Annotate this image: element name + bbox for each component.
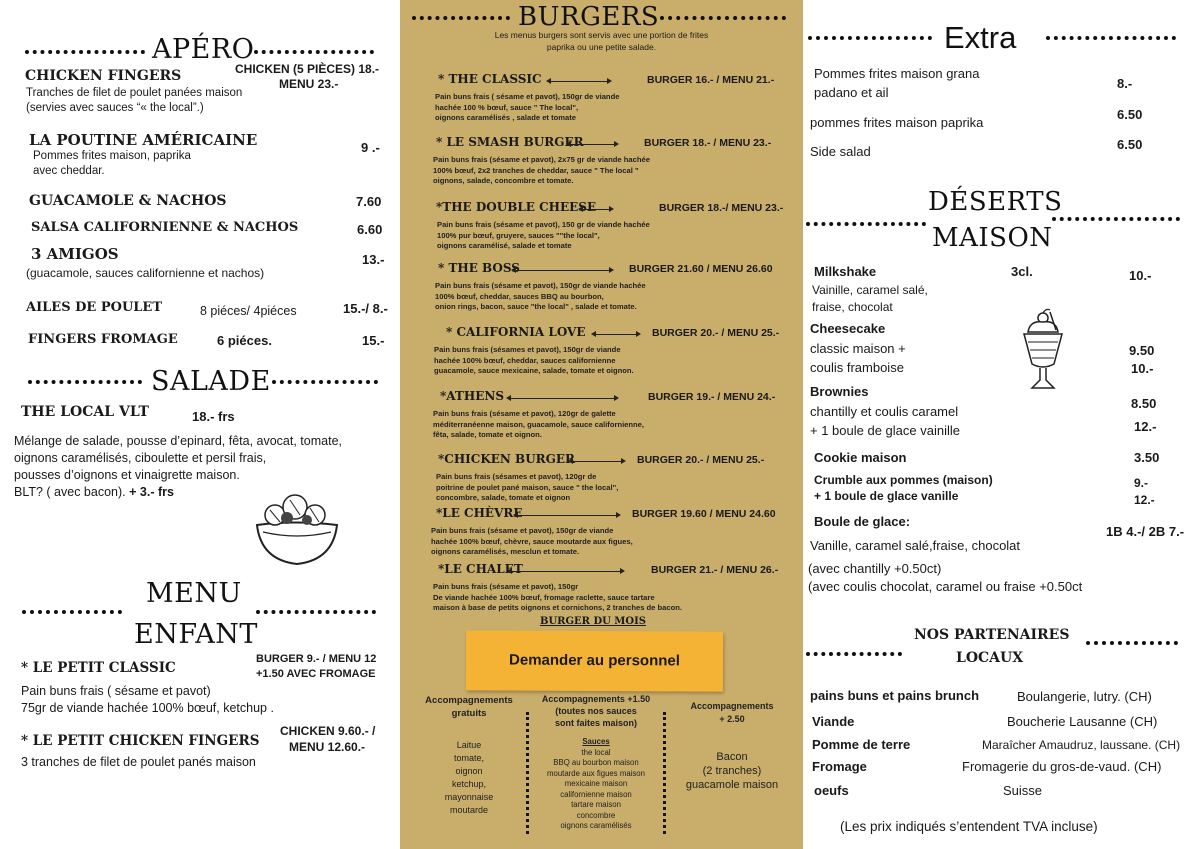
item-price: 6.60 <box>357 222 383 237</box>
item-qty: 8 piéces/ 4piéces <box>200 304 297 318</box>
item-desc: fraise, chocolat <box>812 300 893 314</box>
tva-note: (Les prix indiqués s’entendent TVA incluse) <box>840 819 1098 834</box>
burger-desc: maison à base de petits oignons et cornichons, 2 tranches de bacon. <box>433 603 682 612</box>
menu-enfant-title: MENU <box>146 578 242 609</box>
item-name: LA POUTINE AMÉRICAINE <box>29 131 258 149</box>
double-arrow-icon <box>572 461 622 462</box>
acc-item: moutarde aux figues maison <box>547 768 645 778</box>
partner-value: Boulangerie, lutry. (CH) <box>1017 689 1152 704</box>
acc-item: tartare maison <box>571 800 621 809</box>
acc-item: oignons caramélisés <box>560 821 632 830</box>
item-name: * LE PETIT CHICKEN FINGERS <box>21 733 260 749</box>
item-price: MENU 23.- <box>279 77 339 91</box>
burger-desc: hachée 100% bœuf, cheddar, sauces californienne <box>434 355 616 365</box>
divider <box>28 380 142 384</box>
burger-name: *LE CHÈVRE <box>436 506 523 520</box>
burger-desc: 100% bœuf, cheddar, sauces BBQ au bourbon, <box>435 291 604 301</box>
item-desc: Tranches de filet de poulet panées maison <box>26 87 243 99</box>
item-price: 13.- <box>362 252 385 267</box>
divider <box>22 610 122 614</box>
item-size: 3cl. <box>1011 264 1033 279</box>
divider <box>256 610 376 614</box>
apero-title: APÉRO <box>152 34 255 65</box>
item-price: 8.50 <box>1131 396 1157 411</box>
burger-name: * THE CLASSIC <box>438 72 542 86</box>
divider <box>1046 36 1176 40</box>
item-price: 12.- <box>1134 419 1157 434</box>
burger-desc: Pain buns frais (sésame et pavot), 120gr de galette <box>433 409 616 418</box>
acc-item: concombre <box>576 810 616 820</box>
double-arrow-icon <box>550 81 608 82</box>
burger-desc: Pain buns frais (sésame et pavot), 150 gr de viande hachée <box>437 220 650 229</box>
burger-desc: guacamole, sauce mexicaine, salade, tomate et oignon. <box>434 366 634 375</box>
partner-key: Viande <box>812 714 855 729</box>
divider <box>1052 217 1180 221</box>
burger-price: BURGER 19.60 / MENU 24.60 <box>632 508 776 520</box>
partenaires-title: LOCAUX <box>956 650 1024 666</box>
divider <box>412 16 510 20</box>
blt-text: BLT? ( avec bacon). <box>14 485 126 499</box>
deserts-title: DÉSERTS <box>928 187 1063 217</box>
partner-key: oeufs <box>814 783 849 798</box>
burgers-title: BURGERS <box>518 2 660 32</box>
acc-title: Accompagnements <box>425 695 513 706</box>
item-desc: 75gr de viande hachée 100% bœuf, ketchup . <box>21 701 274 715</box>
item-price: BURGER 9.- / MENU 12 <box>256 653 377 665</box>
burger-name: *CHICKEN BURGER <box>438 452 575 466</box>
item-name: Crumble aux pommes (maison) <box>814 473 993 487</box>
blt-extra: + 3.- frs <box>129 485 174 499</box>
partner-key: Pomme de terre <box>812 737 911 752</box>
acc-item: tomate, <box>453 753 484 763</box>
acc-col2-list <box>530 737 662 832</box>
item-name: Cookie maison <box>814 450 907 465</box>
burgers-panel <box>400 0 803 849</box>
acc-item: moutarde <box>449 805 489 815</box>
burger-desc: Pain buns frais (sésames et pavot), 120gr de <box>436 472 597 481</box>
divider <box>663 712 666 834</box>
item-price: 9.- <box>1134 476 1149 490</box>
burger-desc: oignons caramélisés, mesclun et tomate. <box>431 547 580 556</box>
item-price: 18.- frs <box>192 409 235 424</box>
item-name: GUACAMOLE & NACHOS <box>29 193 227 209</box>
acc-item: ketchup, <box>451 779 487 789</box>
item-price: 3.50 <box>1134 450 1160 465</box>
item-price: 15.- <box>362 333 385 348</box>
divider <box>808 36 932 40</box>
item-desc: Pommes frites maison, paprika <box>33 150 191 162</box>
item-desc: avec cheddar. <box>33 165 105 177</box>
burger-desc: Pain buns frais (sésame et pavot), 150gr de viande hachée <box>435 281 646 290</box>
acc-col2-title <box>530 693 662 729</box>
acc-title: sont faites maison) <box>554 718 637 728</box>
burger-desc: concombre, salade, tomate et oignon <box>436 493 571 502</box>
burger-desc: poitrine de poulet pané maison, sauce " the local", <box>436 482 619 492</box>
item-desc: + 1 boule de glace vainille <box>810 423 960 438</box>
item-desc: (servies avec sauces “« the local”.) <box>26 102 204 114</box>
item-desc <box>14 484 174 501</box>
menu-enfant-title: ENFANT <box>134 619 258 650</box>
burger-desc: 100% bœuf, 2x2 tranches de cheddar, sauce " The local " <box>433 165 639 175</box>
burger-desc: hachée 100 % bœuf, sauce " The local", <box>435 102 579 112</box>
item-desc: Vainille, caramel salé, <box>812 283 928 297</box>
burger-name: * CALIFORNIA LOVE <box>446 325 586 339</box>
item-price: 6.50 <box>1117 107 1143 122</box>
demander-banner: Demander au personnel <box>466 630 723 691</box>
burgers-subtitle: paprika ou une petite salade. <box>546 42 657 52</box>
burger-desc: oignons caramélisés , salade et tomate <box>435 113 576 122</box>
item-desc: coulis framboise <box>810 360 904 375</box>
burger-name: *LE CHALET <box>438 562 523 576</box>
item-price: MENU 12.60.- <box>289 740 366 754</box>
item-price: 10.- <box>1129 268 1152 283</box>
item-desc: (avec coulis chocolat, caramel ou fraise +0.50ct <box>808 579 1083 594</box>
acc-title: Accompagnements +1.50 <box>541 694 651 704</box>
item-desc: (avec chantilly +0.50ct) <box>808 561 942 576</box>
burger-price: BURGER 16.- / MENU 21.- <box>647 74 775 86</box>
item-name: * LE PETIT CLASSIC <box>21 660 176 676</box>
acc-title: gratuits <box>451 708 487 719</box>
item-desc: oignons caramélisés, ciboulette et persil frais, <box>14 451 267 465</box>
sundae-icon <box>1020 308 1066 392</box>
burger-price: BURGER 21.- / MENU 26.- <box>651 564 779 576</box>
item-desc: (guacamole, sauces californienne et nachos) <box>26 266 265 280</box>
divider <box>272 380 378 384</box>
burger-desc: méditerranéenne maison, guacamole, sauce californienne, <box>433 419 645 429</box>
acc-item: californienne maison <box>560 789 632 799</box>
divider <box>25 50 145 54</box>
partner-value: Maraîcher Amaudruz, laussane. (CH) <box>982 738 1181 752</box>
acc-col3-list <box>668 750 796 792</box>
burger-desc: 100% pur bœuf, gruyere, sauces ""the local", <box>437 230 600 240</box>
partenaires-title: NOS PARTENAIRES <box>914 627 1070 643</box>
burger-name: *ATHENS <box>440 389 504 403</box>
item-price: 9 .- <box>361 140 380 155</box>
item-name: Milkshake <box>814 264 877 279</box>
divider <box>526 712 529 834</box>
burger-desc: Pain buns frais ( sésame et pavot), 150gr de viande <box>435 92 620 101</box>
divider <box>806 652 902 656</box>
acc-item: mayonnaise <box>444 792 494 802</box>
burger-desc: De viande hachée 100% bœuf, fromage raclette, sauce tartare <box>433 592 655 602</box>
burger-desc: oignons caramélisé, salade et tomate <box>437 241 572 250</box>
acc-item: Bacon <box>716 751 748 763</box>
acc-item: BBQ au bourbon maison <box>553 758 639 767</box>
burger-desc: Pain buns frais (sésames et pavot), 150gr de viande <box>434 345 621 354</box>
burger-price: BURGER 21.60 / MENU 26.60 <box>629 263 773 275</box>
item-price: 7.60 <box>356 194 382 209</box>
burgers-subtitle: Les menus burgers sont servis avec une portion de frites <box>494 30 709 40</box>
item-desc: Pain buns frais ( sésame et pavot) <box>21 684 211 698</box>
item-name: Pommes frites maison grana <box>814 66 980 81</box>
extra-title: Extra <box>944 20 1017 55</box>
divider <box>660 16 786 20</box>
item-desc: Vanille, caramel salé,fraise, chocolat <box>810 538 1021 553</box>
burger-price: BURGER 18.-/ MENU 23.- <box>659 202 784 214</box>
divider <box>1086 641 1178 645</box>
item-price: 15.-/ 8.- <box>343 301 388 316</box>
burger-du-mois-label: BURGER DU MOIS <box>540 616 646 627</box>
item-name: Boule de glace: <box>814 514 911 529</box>
double-arrow-icon <box>570 144 615 145</box>
acc-item: Laitue <box>456 740 482 750</box>
double-arrow-icon <box>515 270 610 271</box>
burger-desc: onion rings, bacon, sauce "the local" , salade et tomate. <box>435 302 637 311</box>
item-price: 1B 4.-/ 2B 7.- <box>1106 524 1185 539</box>
burger-desc: Pain buns frais (sésame et pavot), 150gr de viande <box>431 526 614 535</box>
item-price: 8.- <box>1117 76 1133 91</box>
divider <box>254 50 374 54</box>
burger-price: BURGER 19.- / MENU 24.- <box>648 391 776 403</box>
item-name: CHICKEN FINGERS <box>25 68 182 84</box>
acc-item: the local <box>581 747 611 757</box>
item-name: FINGERS FROMAGE <box>28 332 178 347</box>
acc-col1-title <box>414 694 524 720</box>
item-name: + 1 boule de glace vanille <box>814 489 959 503</box>
item-price: CHICKEN 9.60.- / <box>280 724 376 738</box>
double-arrow-icon <box>511 571 621 572</box>
item-desc: 3 tranches de filet de poulet panés maison <box>21 755 256 769</box>
item-name: Brownies <box>810 384 869 399</box>
acc-item: guacamole maison <box>685 779 779 791</box>
double-arrow-icon <box>582 209 610 210</box>
partner-value: Boucherie Lausanne (CH) <box>1007 714 1158 729</box>
item-desc: pousses d’oignons et vinaigrette maison. <box>14 468 240 482</box>
burger-desc: Pain buns frais (sésame et pavot), 150gr <box>433 582 579 591</box>
burger-desc: Pain buns frais (sésame et pavot), 2x75 gr de viande hachée <box>433 155 650 164</box>
burger-name: *THE DOUBLE CHEESE <box>436 200 597 214</box>
partner-key: pains buns et pains brunch <box>810 688 980 703</box>
deserts-title: MAISON <box>932 223 1053 253</box>
item-name: THE LOCAL VLT <box>21 404 149 420</box>
salade-title: SALADE <box>151 366 271 397</box>
item-name: SALSA CALIFORNIENNE & NACHOS <box>31 220 299 235</box>
burger-price: BURGER 18.- / MENU 23.- <box>644 137 772 149</box>
item-desc: chantilly et coulis caramel <box>810 404 959 419</box>
burger-name: * LE SMASH BURGER <box>436 135 584 149</box>
burger-price: BURGER 20.- / MENU 25.- <box>637 454 765 466</box>
acc-item: (2 tranches) <box>702 765 762 777</box>
burger-price: BURGER 20.- / MENU 25.- <box>652 327 780 339</box>
divider <box>806 222 926 226</box>
burger-desc: fêta, salade, tomate et oignon. <box>433 430 542 439</box>
item-price: CHICKEN (5 PIÈCES) 18.- <box>235 62 380 76</box>
item-price: +1.50 AVEC FROMAGE <box>256 668 376 680</box>
acc-title: Accompagnements <box>690 701 774 711</box>
acc-item: oignon <box>455 766 483 776</box>
acc-item: mexicaine maison <box>564 779 628 788</box>
item-price: 10.- <box>1131 361 1154 376</box>
item-price: 9.50 <box>1129 343 1155 358</box>
item-name: padano et ail <box>814 85 889 100</box>
double-arrow-icon <box>595 334 637 335</box>
partner-value: Suisse <box>1003 783 1043 798</box>
item-qty: 6 piéces. <box>217 333 272 348</box>
double-arrow-icon <box>517 515 617 516</box>
item-name: Side salad <box>810 144 871 159</box>
acc-col3-title <box>668 700 796 726</box>
item-price: 12.- <box>1134 493 1155 507</box>
acc-col1-list <box>414 739 524 817</box>
burger-desc: hachée 100% bœuf, chèvre, sauce moutarde aux figues, <box>431 536 633 546</box>
partner-key: Fromage <box>812 759 867 774</box>
burger-desc: oignons, salade, concombre et tomate. <box>433 176 574 185</box>
acc-title: (toutes nos sauces <box>555 706 637 716</box>
partner-value: Fromagerie du gros-de-vaud. (CH) <box>962 759 1162 774</box>
item-desc: classic maison + <box>810 341 906 356</box>
item-name: pommes frites maison paprika <box>810 115 984 130</box>
item-desc: Mélange de salade, pousse d’epinard, fêta, avocat, tomate, <box>14 434 342 448</box>
item-name: 3 AMIGOS <box>31 245 119 263</box>
acc-title: + 2.50 <box>719 714 745 724</box>
sauces-label: Sauces <box>582 737 610 746</box>
burger-name: * THE BOSS <box>438 261 520 275</box>
item-price: 6.50 <box>1117 137 1143 152</box>
item-name: Cheesecake <box>810 321 886 336</box>
double-arrow-icon <box>510 398 615 399</box>
salad-bowl-icon <box>245 480 345 570</box>
item-name: AILES DE POULET <box>26 300 162 315</box>
